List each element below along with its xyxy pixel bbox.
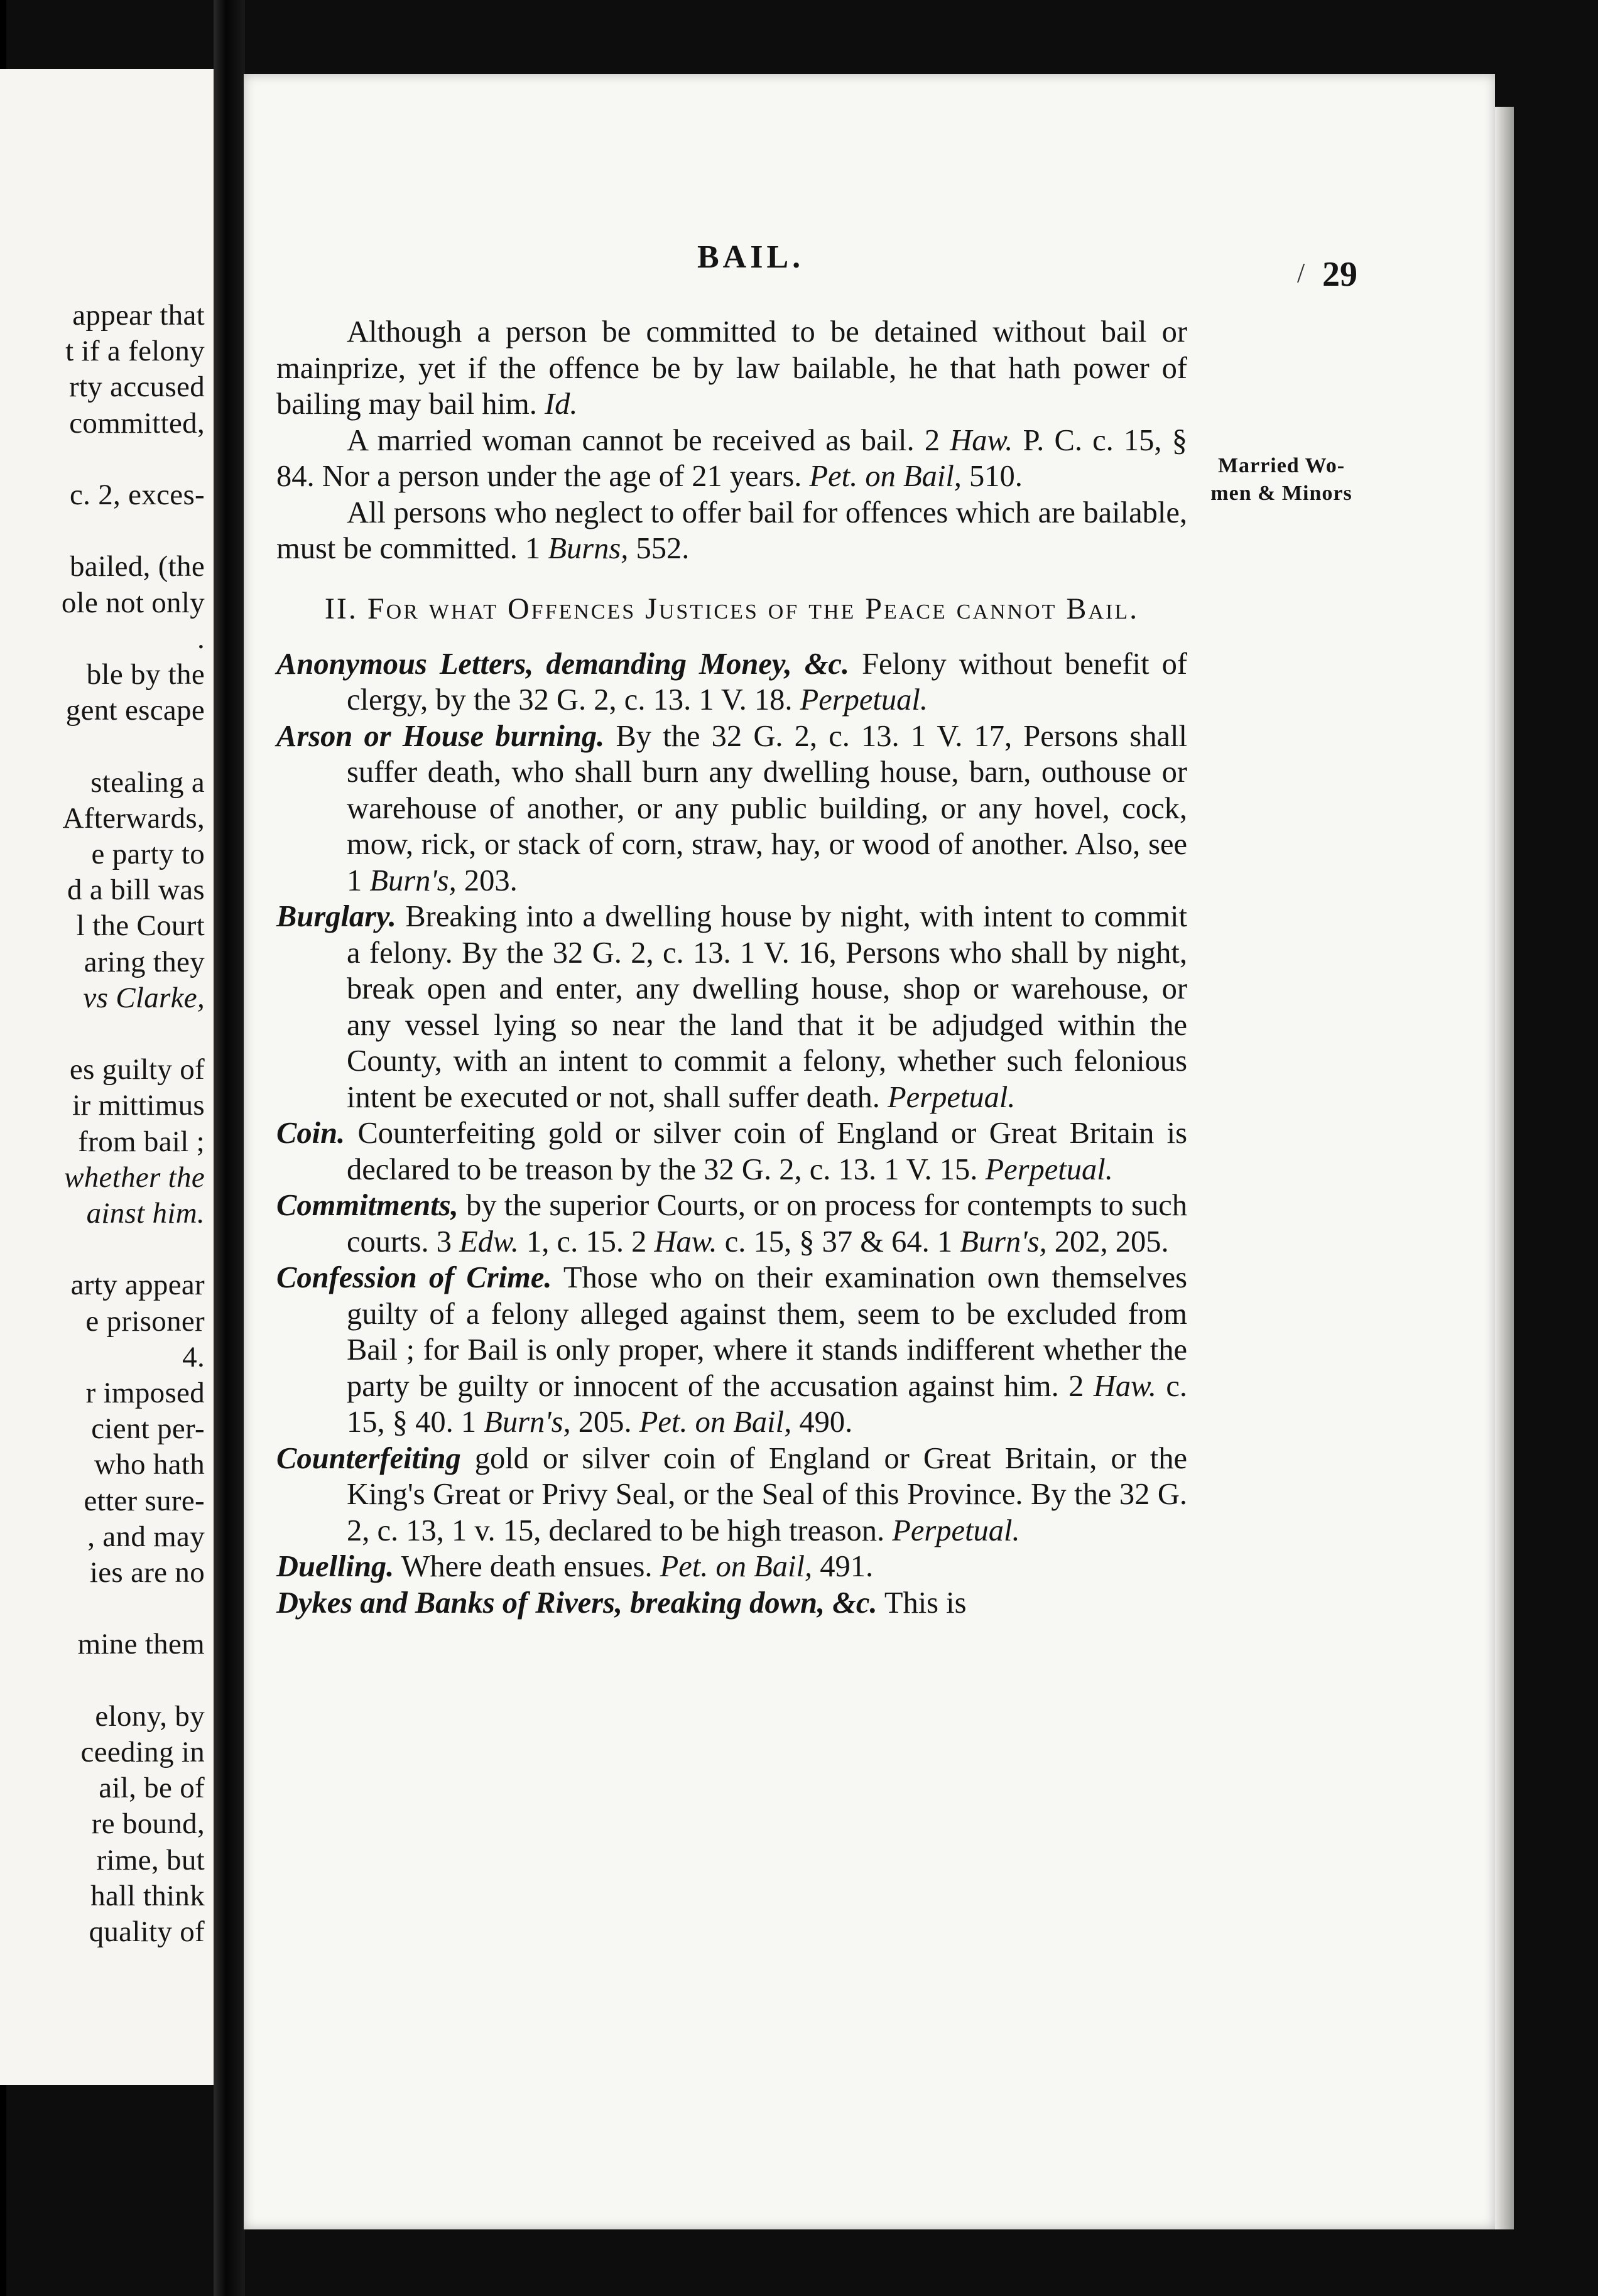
page-number: / 29 xyxy=(1322,254,1357,295)
facing-page-line: bailed, (the xyxy=(69,550,205,583)
facing-page-line: es guilty of xyxy=(69,1053,205,1086)
entry-coin: Coin. Counterfeiting gold or silver coin of England or Great Britain is declared to be treason by the 32 G. 2, c. 13. 1 V. 15. Perpetual. xyxy=(276,1117,1187,1186)
entry-confession-of-crime: Confession of Crime. Those who on their examination own themselves guilty of a felony alleged against them, seem to be excluded from Bail ; for Bail is only proper, where it stands indifferent whether the party be guilty or innocent of the accusation against him. 2 Haw. c. 15, § 40. 1 Burn's, 205. Pet. on Bail, 490. xyxy=(276,1261,1188,1439)
paragraph-bail-after-commitment: Although a person be committed to be detained without bail or mainprize, yet if the offence be by law bailable, he that hath power of bailing may bail him. Id. xyxy=(276,315,1187,421)
entry-duelling: Duelling. Where death ensues. Pet. on Bail, 491. xyxy=(276,1550,874,1583)
facing-page-line: ble by the xyxy=(86,658,205,691)
facing-page-line: ies are no xyxy=(89,1556,205,1589)
paragraph-married-women: A married woman cannot be received as bail. 2 Haw. P. C. c. 15, § 84. Nor a person under the age of 21 years. Pet. on Bail, 510. xyxy=(276,423,1187,493)
body-text xyxy=(276,314,1187,1621)
facing-page-line: rime, but xyxy=(96,1843,205,1876)
book-gutter xyxy=(214,0,245,2296)
facing-page-line: who hath xyxy=(94,1448,205,1481)
facing-page-line: mine them xyxy=(77,1628,205,1661)
facing-page-left xyxy=(0,69,214,2085)
entry-arson: Arson or House burning. By the 32 G. 2, c. 13. 1 V. 17, Persons shall suffer death, who shall burn any dwelling house, barn, outhouse or warehouse of another, or any public building, or any hovel, cock, mow, rick, or stack of corn, straw, hay, or wood of another. Also, see 1 Burn's, 203. xyxy=(276,719,1187,897)
page-edge xyxy=(1495,107,1514,2229)
facing-page-line: vs Clarke, xyxy=(83,981,205,1014)
facing-page-line: ceeding in xyxy=(80,1736,205,1768)
facing-page-line: ail, be of xyxy=(99,1772,205,1805)
facing-page-line: 4. xyxy=(182,1340,205,1373)
facing-page-line: hall think xyxy=(90,1879,205,1912)
facing-page-line: , and may xyxy=(87,1520,205,1553)
entry-burglary: Burglary. Breaking into a dwelling house by night, with intent to commit a felony. By the 32 G. 2, c. 13. 1 V. 16, Persons who shall by night, break open and enter, any dwelling house, shop or warehouse, or any vessel lying so near the land that it be adjudged within the County, with an intent to commit a felony, whether such felonious intent be executed or not, shall suffer death. Perpetual. xyxy=(276,900,1187,1114)
entry-counterfeiting: Counterfeiting gold or silver coin of England or Great Britain, or the King's Great or Privy Seal, or the Seal of this Province. By the 32 G. 2, c. 13, 1 v. 15, declared to be high treason. Perpetual. xyxy=(276,1441,1187,1547)
section-heading: II. For what Offences Justices of the Peace cannot Bail. xyxy=(324,592,1139,625)
facing-page-line: quality of xyxy=(89,1915,205,1948)
facing-page-line: r imposed xyxy=(85,1377,205,1409)
facing-page-line: committed, xyxy=(69,406,205,440)
facing-page-line: etter sure- xyxy=(84,1484,205,1517)
facing-page-line: whether the xyxy=(64,1161,205,1194)
facing-page-line: . xyxy=(197,622,205,655)
facing-page-line: gent escape xyxy=(65,694,205,727)
facing-page-line: from bail ; xyxy=(78,1125,205,1158)
facing-page-line: Afterwards, xyxy=(62,801,205,835)
facing-page-line: ole not only xyxy=(61,586,205,619)
facing-page-line: aring they xyxy=(84,945,205,978)
facing-page-line: elony, by xyxy=(95,1699,205,1733)
facing-page-line: arty appear xyxy=(70,1269,205,1302)
entry-anonymous-letters: Anonymous Letters, demanding Money, &c. Felony without benefit of clergy, by the 32 G. 2, c. 13. 1 V. 18. Perpetual. xyxy=(276,647,1187,717)
running-head: BAIL. xyxy=(697,239,805,275)
facing-page-line: e party to xyxy=(91,838,205,870)
entry-dykes-and-banks: Dykes and Banks of Rivers, breaking down, &c. This is xyxy=(276,1586,967,1620)
facing-page-line: rty accused xyxy=(69,371,205,404)
entry-commitments: Commitments, by the superior Courts, or on process for contempts to such courts. 3 Edw. 1, c. 15. 2 Haw. c. 15, § 37 & 64. 1 Burn's, 202, 205. xyxy=(276,1189,1187,1259)
paragraph-neglect-bail: All persons who neglect to offer bail for offences which are bailable, must be committed. 1 Burns, 552. xyxy=(276,495,1187,565)
facing-page-line: c. 2, exces- xyxy=(70,479,205,511)
facing-page-line: d a bill was xyxy=(67,874,205,907)
facing-page-line: cient per- xyxy=(91,1412,205,1446)
facing-page-line: e prisoner xyxy=(85,1304,205,1338)
facing-page-line: t if a felony xyxy=(65,335,205,368)
facing-page-line: appear that xyxy=(72,299,205,332)
facing-page-line: ainst him. xyxy=(86,1197,205,1230)
facing-page-line: ir mittimus xyxy=(72,1089,205,1122)
facing-page-line: re bound, xyxy=(91,1807,205,1841)
facing-page-line: l the Court xyxy=(76,909,205,943)
marginal-note: Married Wo-men & Minors xyxy=(1210,454,1352,505)
facing-page-line: stealing a xyxy=(90,766,205,799)
